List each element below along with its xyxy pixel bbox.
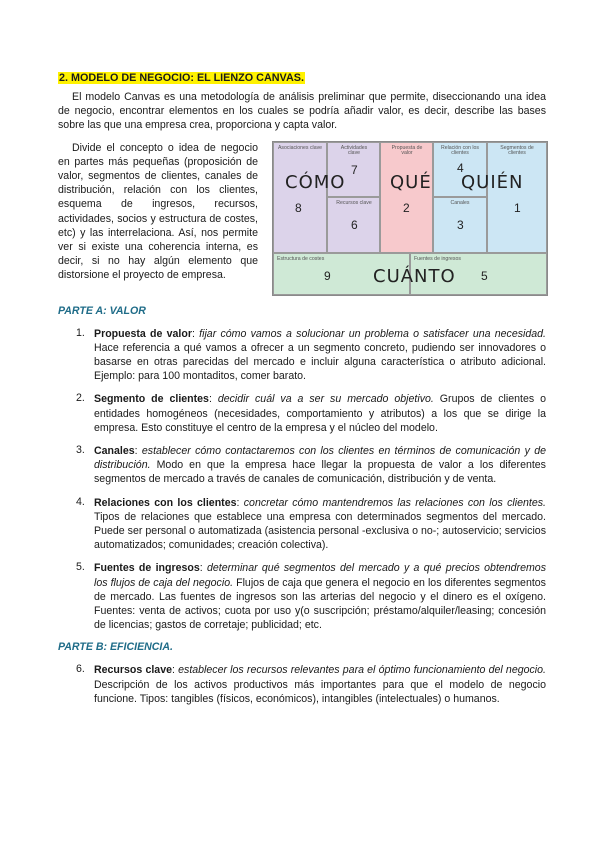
item-desc: concretar cómo mantendremos las relaciones con los clientes. [243,496,546,509]
business-model-canvas [272,141,548,296]
canvas-label-ingresos: Fuentes de ingresos [414,255,462,262]
canvas-number-5: 5 [481,268,488,283]
item-text: Descripción de los activos productivos más importantes para que el modelo de negocio funcione. Tipos: tangibles (físicos, económicos), intangibles (intelectuales) o humanos. [94,678,546,705]
item-name: Propuesta de valor [94,327,192,340]
canvas-number-6: 6 [351,217,358,232]
canvas-number-4: 4 [457,160,464,175]
item-desc: establecer los recursos relevantes para el óptimo funcionamiento del negocio. [178,664,546,677]
canvas-block-socios [273,142,327,253]
item-desc: establecer cómo contactaremos con los clientes en términos de comunicación y de distribución. [94,445,546,472]
item-desc: fijar cómo vamos a solucionar un problema o satisfacer una necesidad. [199,327,546,340]
list-item: 6. Recursos clave: establecer los recursos relevantes para el óptimo funcionamiento del negocio. Descripción de los activos productivos más importantes para que el modelo de negocio funcione. Tipos: tangibles (físicos, económicos), intangibles (intelectuales) o humanos. [76,663,546,705]
item-text: Grupos de clientes o entidades homogéneos (necesidades, comportamiento y atributos) a los que se dirige la empresa. Esto constituye el centro de la empresa y el núcleo del modelo. [94,393,546,434]
part-b-heading: PARTE B: EFICIENCIA. [58,641,173,654]
item-name: Recursos clave [94,664,172,677]
list-item: 4. Relaciones con los clientes: concretar cómo mantendremos las relaciones con los clientes. Tipos de relaciones que establece una empresa con determinados segmentos del mercado. Puede ser personal o automatizada (asistencia personal -exclusiva o no-; autoservicio; servicios automatizados; comunidades; creación colectiva). [76,495,546,552]
divide-paragraph: Divide el concepto o idea de negocio en partes más pequeñas (proposición de valor, segmentos de clientes, canales de distribución, relación con los clientes, esquema de ingresos, recursos, actividades, socios y estructura de costes, etc) y las interrelaciona. Así, nos permite ver si existe una coherencia interna, es decir, si no hay algún elemento que distorsione el proyecto de empresa. [58,141,258,282]
item-text: Flujos de caja que genera el negocio en los diferentes segmentos de mercado. Las fuentes de ingresos son las arterias del negocio y el dinero es el oxígeno. Fuentes: venta de activos; cuota por uso y(o suscripción; préstamo/alquiler/leasing; concesión de licencias; gastos de corretaje; publicidad; etc. [94,576,546,632]
canvas-word-como: CÓMO [285,171,346,193]
canvas-label-segmentos: Segmentos de clientes [500,144,534,157]
item-text: Tipos de relaciones que establece una empresa con determinados segmentos del mercado. Puede ser personal o automatizada (asistencia personal -exclusiva o no-; autoservicio; servicios automatizados; comunidades; creación colectiva). [94,510,546,552]
canvas-block-propuesta [380,142,433,253]
canvas-block-canales [433,197,487,253]
list-item: 1. Propuesta de valor: fijar cómo vamos a solucionar un problema o satisfacer una necesidad. Hace referencia a qué vamos a ofrecer a un segmento concreto, pudiendo ser innovadores o basarse en otras parecidas del mercado e incluir alguna característica o atributo adicional. Ejemplo: para 100 montaditos, comer barato. [76,326,546,383]
canvas-label-propuesta: Propuesta de valor [391,144,423,157]
item-text: Hace referencia a qué vamos a ofrecer a un segmento concreto, pudiendo ser innovadores o basarse en otras parecidas del mercado e incluir alguna característica o atributo adicional. Ejemplo: para 100 montaditos, comer barato. [94,341,546,383]
list-number: 6. [76,663,85,676]
canvas-label-actividades: Actividades clave [340,144,368,157]
document-page [58,72,546,715]
canvas-word-que: QUÉ [390,171,432,193]
item-text: Modo en que la empresa hace llegar la propuesta de valor a los diferentes segmentos de mercado a través de canales de comunicación, distribución y de venta. [94,459,546,486]
item-name: Segmento de clientes [94,393,209,406]
list-number: 4. [76,495,85,508]
canvas-label-recursos: Recursos clave [336,199,372,206]
list-number: 1. [76,326,85,339]
canvas-label-costes: Estructura de costes [277,255,325,262]
canvas-label-canales: Canales [450,199,470,206]
canvas-number-3: 3 [457,217,464,232]
value-list [58,327,546,633]
list-number: 3. [76,444,85,457]
canvas-number-9: 9 [324,268,331,283]
item-name: Fuentes de ingresos [94,562,200,575]
efficiency-list [58,663,546,706]
list-number: 5. [76,561,85,574]
canvas-number-2: 2 [403,200,410,215]
canvas-number-8: 8 [295,200,302,215]
canvas-label-relacion: Relación con los clientes [440,144,480,157]
item-name: Canales [94,445,135,458]
list-item: 3. Canales: establecer cómo contactaremos con los clientes en términos de comunicación y de distribución. Modo en que la empresa hace llegar la propuesta de valor a los diferentes segmentos de mercado a través de canales de comunicación, distribución y de venta. [76,444,546,486]
intro-paragraph: El modelo Canvas es una metodología de análisis preliminar que permite, diseccionando una idea de negocio, encontrar elementos en los cuales se podría añadir valor, es decir, describe las bases sobre las que una empresa crea, proporciona y capta valor. [58,91,546,132]
canvas-word-cuanto: CUÁNTO [373,265,456,287]
item-desc: decidir cuál va a ser su mercado objetivo. [217,393,434,406]
part-a-heading: PARTE A: VALOR [58,304,146,317]
list-item: 2. Segmento de clientes: decidir cuál va a ser su mercado objetivo. Grupos de clientes o entidades homogéneos (necesidades, comportamiento y atributos) a los que se dirige la empresa. Esto constituye el centro de la empresa y el núcleo del modelo. [76,392,546,434]
canvas-word-quien: QUIÉN [461,171,524,193]
canvas-number-7: 7 [351,162,358,177]
canvas-block-segmentos [487,142,547,253]
list-number: 2. [76,392,85,405]
canvas-block-recursos [327,197,380,253]
canvas-label-socios: Asociaciones clave [277,144,323,151]
item-desc: determinar qué segmentos del mercado y a qué precios obtendremos los flujos de caja del negocio. [94,562,546,589]
section-heading: 2. MODELO DE NEGOCIO: EL LIENZO CANVAS. [59,72,304,84]
canvas-number-1: 1 [514,200,521,215]
canvas-section [58,141,546,297]
item-name: Relaciones con los clientes [94,496,237,509]
list-item: 5. Fuentes de ingresos: determinar qué segmentos del mercado y a qué precios obtendremos los flujos de caja del negocio. Flujos de caja que genera el negocio en los diferentes segmentos de mercado. Las fuentes de ingresos son las arterias del negocio y el dinero es el oxígeno. Fuentes: venta de activos; cuota por uso y(o suscripción; préstamo/alquiler/leasing; concesión de licencias; gastos de corretaje; publicidad; etc. [76,561,546,632]
